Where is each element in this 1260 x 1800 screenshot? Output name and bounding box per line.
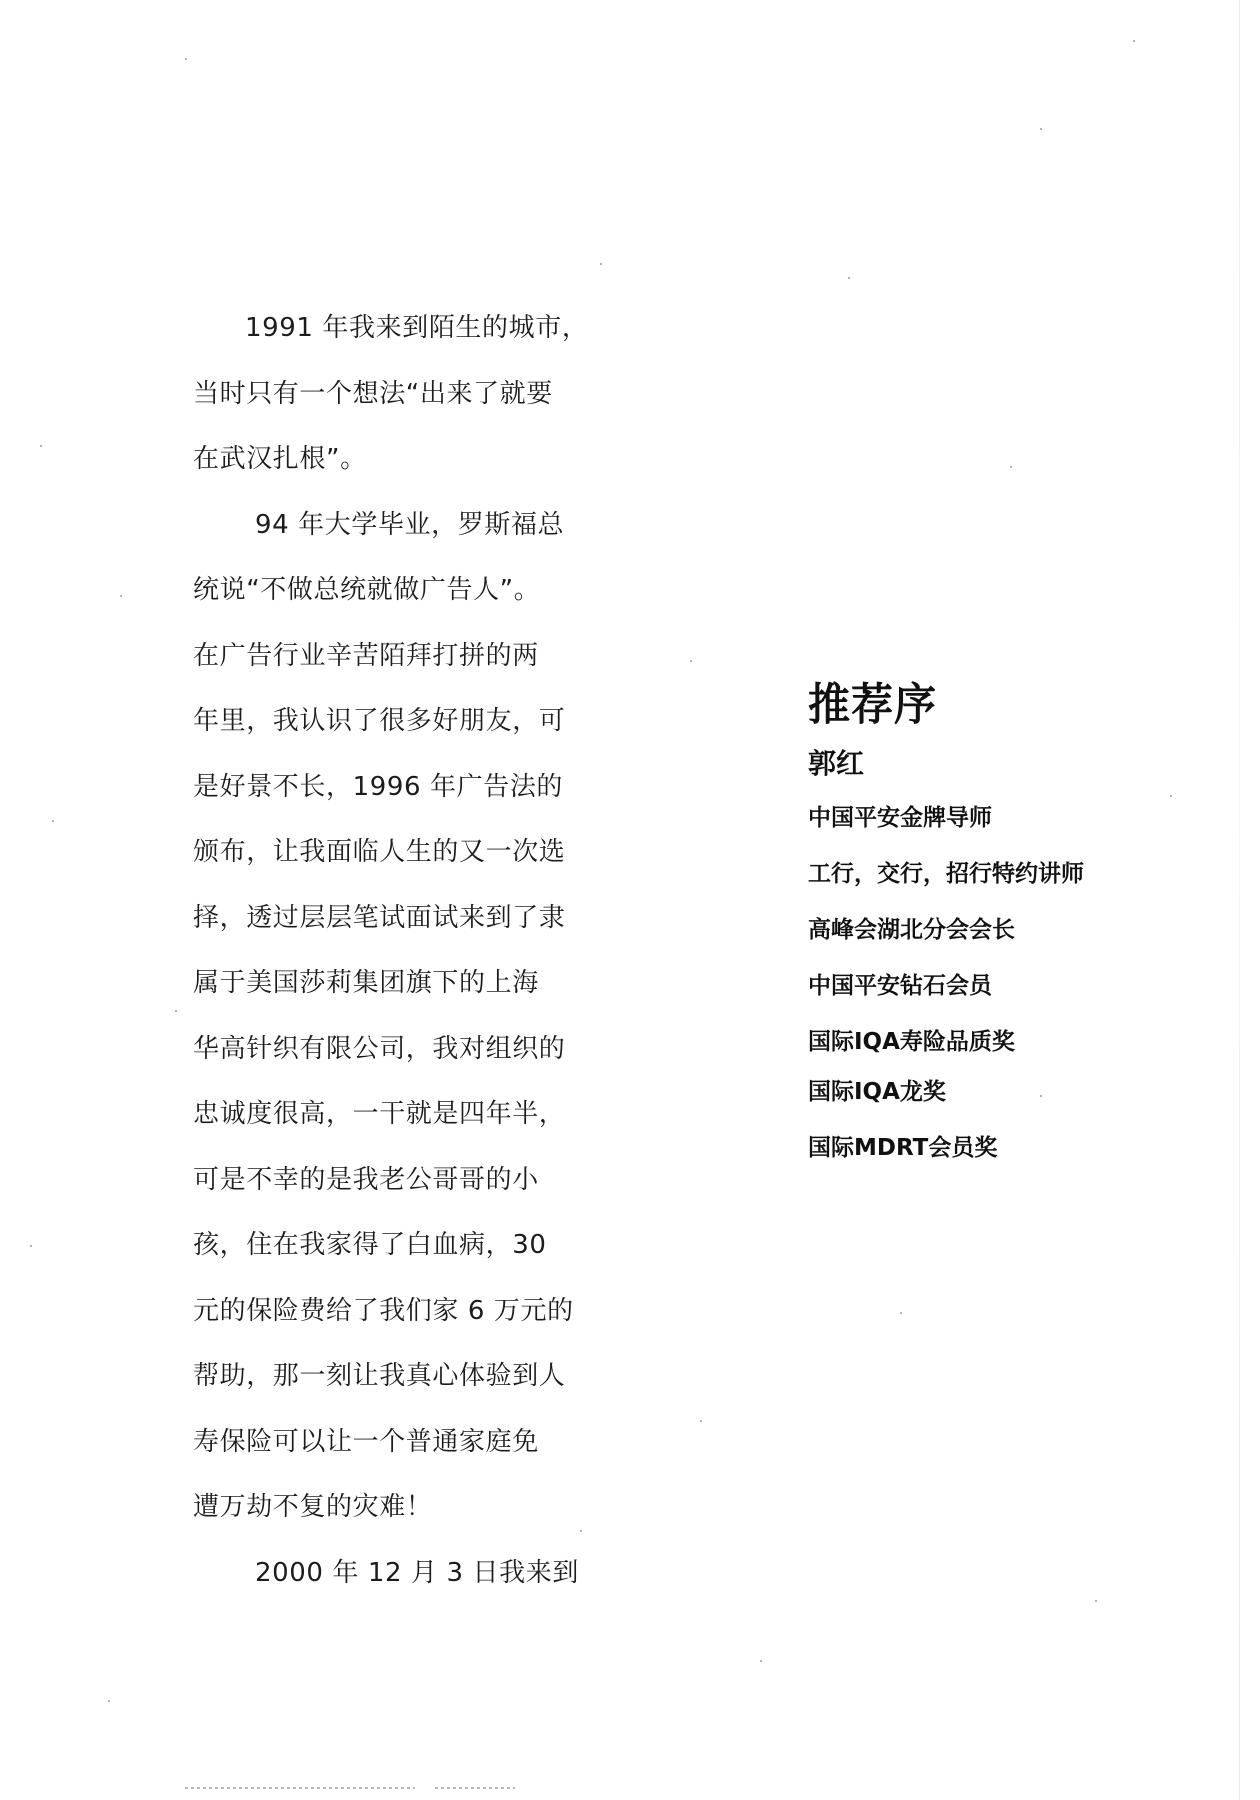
scan-speck <box>848 277 850 279</box>
scan-speck <box>185 58 187 60</box>
scan-speck <box>108 1700 110 1702</box>
body-line: 择，透过层层笔试面试来到了隶 <box>193 902 566 933</box>
sidebar-heading: 推荐序 <box>808 678 938 731</box>
scan-speck <box>900 1312 902 1314</box>
scan-speck <box>1133 40 1135 42</box>
body-line: 寿保险可以让一个普通家庭免 <box>193 1426 539 1457</box>
body-line: 元的保险费给了我们家 6 万元的 <box>193 1295 574 1326</box>
scan-speck <box>1040 128 1042 130</box>
body-line: 94 年大学毕业，罗斯福总 <box>255 509 565 540</box>
body-line: 是好景不长，1996 年广告法的 <box>193 771 564 802</box>
scan-speck <box>120 595 122 597</box>
scan-speck <box>40 445 42 447</box>
author-title-item: 中国平安金牌导师 <box>808 805 992 831</box>
scan-speck <box>760 1660 762 1662</box>
body-line: 在广告行业辛苦陌拜打拼的两 <box>193 640 539 671</box>
scan-speck <box>700 1420 702 1422</box>
author-name: 郭红 <box>808 747 865 780</box>
author-title-item: 中国平安钻石会员 <box>808 973 992 999</box>
body-line: 属于美国莎莉集团旗下的上海 <box>193 968 539 998</box>
body-text-column <box>193 296 608 1606</box>
body-line: 2000 年 12 月 3 日我来到 <box>255 1557 579 1588</box>
scan-speck <box>1095 1600 1097 1602</box>
author-title-item: 高峰会湖北分会会长 <box>808 917 1015 943</box>
author-title-item: 国际MDRT会员奖 <box>808 1135 998 1161</box>
body-line: 当时只有一个想法“出来了就要 <box>193 378 553 409</box>
author-title-item: 国际IQA龙奖 <box>808 1079 946 1105</box>
scan-bottom-dashes <box>435 1787 515 1789</box>
body-line: 遭万劫不复的灾难！ <box>193 1492 433 1522</box>
body-line: 帮助，那一刻让我真心体验到人 <box>193 1361 566 1391</box>
author-titles-list <box>808 800 1188 1174</box>
recommendation-sidebar <box>808 680 1188 1174</box>
scan-speck <box>175 1010 177 1012</box>
body-line: 统说“不做总统就做广告人”。 <box>193 575 541 605</box>
author-title-item: 国际IQA寿险品质奖 <box>808 1029 1015 1055</box>
scan-speck <box>1040 1095 1042 1097</box>
author-title-item: 工行，交行，招行特约讲师 <box>808 861 1084 887</box>
body-line: 1991 年我来到陌生的城市， <box>245 313 589 343</box>
scan-speck <box>52 820 54 822</box>
body-line: 忠诚度很高，一干就是四年半， <box>193 1099 566 1129</box>
scan-speck <box>1170 795 1172 797</box>
body-line: 在武汉扎根”。 <box>193 444 367 474</box>
scan-speck <box>600 263 602 265</box>
body-line: 华高针织有限公司，我对组织的 <box>193 1033 566 1064</box>
scan-speck <box>1010 466 1012 468</box>
body-line: 可是不幸的是我老公哥哥的小 <box>193 1164 539 1195</box>
body-line: 年里，我认识了很多好朋友，可 <box>193 706 566 736</box>
scan-speck <box>30 1245 32 1247</box>
scan-edge-line <box>1239 0 1240 1800</box>
scan-speck <box>580 1530 582 1532</box>
scan-bottom-dashes <box>185 1787 415 1789</box>
body-line: 孩，住在我家得了白血病，30 <box>193 1230 547 1260</box>
scan-speck <box>690 660 692 662</box>
body-line: 颁布，让我面临人生的又一次选 <box>193 837 566 867</box>
